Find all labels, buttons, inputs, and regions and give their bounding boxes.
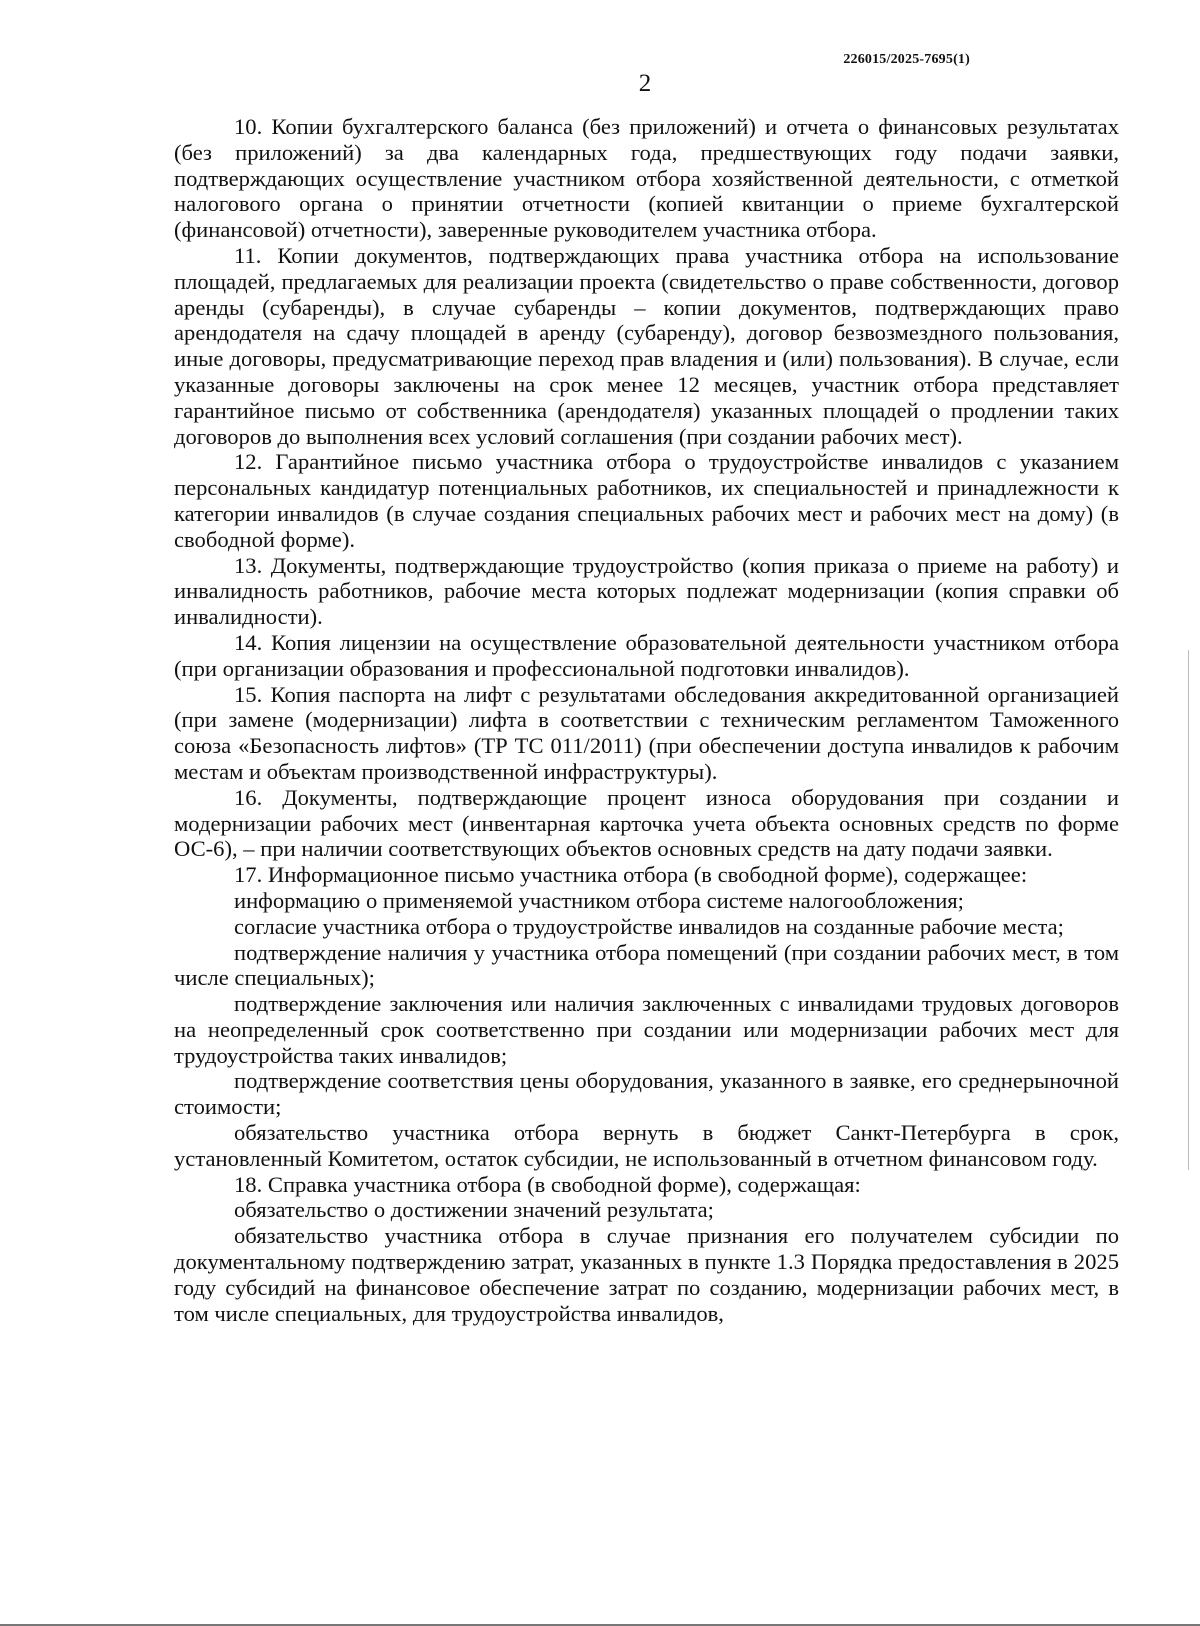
paragraph-18-item-obligation: обязательство участника отбора в случае признания его получателем субсидии по документальному подтверждению затрат, указанных в пункте 1.3 Порядка предоставления в 2025 году субсидий на финансовое обеспечение затрат по созданию, модернизации рабочих мест, в том числе специальных, для трудоустройства инвалидов, xyxy=(174,1223,1119,1326)
paragraph-15: 15. Копия паспорта на лифт с результатами обследования аккредитованной организацией (при замене (модернизации) лифта в соответствии с техническим регламентом Таможенного союза «Безопасность лифтов» (ТР ТС 011/2011) (при обеспечении доступа инвалидов к рабочим местам и объектам производственной инфраструктуры). xyxy=(174,681,1119,784)
paragraph-18-item-results: обязательство о достижении значений результата; xyxy=(234,1197,714,1223)
paragraph-17-item-price: подтверждение соответствия цены оборудования, указанного в заявке, его среднерыночной стоимости; xyxy=(174,1068,1119,1120)
paragraph-17-item-contracts: подтверждение заключения или наличия заключенных с инвалидами трудовых договоров на неопределенный срок соответственно при создании или модернизации рабочих мест для трудоустройства таких инвалидов; xyxy=(174,991,1119,1068)
page-number: 2 xyxy=(638,70,652,97)
paragraph-17: 17. Информационное письмо участника отбора (в свободной форме), содержащее: xyxy=(234,862,1028,888)
paragraph-10: 10. Копии бухгалтерского баланса (без приложений) и отчета о финансовых результатах (без приложений) за два календарных года, предшествующих году подачи заявки, подтверждающих осуществление участником отбора хозяйственной деятельности, с отметкой налогового органа о принятии отчетности (копией квитанции о приеме бухгалтерской (финансовой) отчетности), заверенные руководителем участника отбора. xyxy=(174,114,1119,243)
paragraph-17-item-return: обязательство участника отбора вернуть в бюджет Санкт-Петербурга в срок, установленный Комитетом, остаток субсидии, не использованный в отчетном финансовом году. xyxy=(174,1120,1119,1171)
paragraph-17-item-consent: согласие участника отбора о трудоустройстве инвалидов на созданные рабочие места; xyxy=(234,913,1064,939)
scan-edge-line xyxy=(1188,650,1189,1170)
document-body xyxy=(174,114,1119,1326)
document-registration-number: 226015/2025-7695(1) xyxy=(843,52,970,67)
paragraph-11: 11. Копии документов, подтверждающих права участника отбора на использование площадей, предлагаемых для реализации проекта (свидетельство о праве собственности, договор аренды (субаренды), в случае субаренды – копии документов, подтверждающих право арендодателя на сдачу площадей в аренду (субаренду), договор безвозмездного пользования, иные договоры, предусматривающие переход прав владения и (или) пользования). В случае, если указанные договоры заключены на срок менее 12 месяцев, участник отбора представляет гарантийное письмо от собственника (арендодателя) указанных площадей о продлении таких договоров до выполнения всех условий соглашения (при создании рабочих мест). xyxy=(174,242,1119,449)
paragraph-17-item-premises: подтверждение наличия у участника отбора помещений (при создании рабочих мест, в том числе специальных); xyxy=(174,939,1119,991)
paragraph-18: 18. Справка участника отбора (в свободной форме), содержащая: xyxy=(234,1171,861,1197)
paragraph-14: 14. Копия лицензии на осуществление образовательной деятельности участником отбора (при организации образования и профессиональной подготовки инвалидов). xyxy=(174,629,1119,681)
paragraph-17-item-tax-system: информацию о применяемой участником отбора системе налогообложения; xyxy=(234,887,964,913)
paragraph-12: 12. Гарантийное письмо участника отбора о трудоустройстве инвалидов с указанием персональных кандидатур потенциальных работников, их специальностей и принадлежности к категории инвалидов (в случае создания специальных рабочих мест и рабочих мест на дому) (в свободной форме). xyxy=(174,449,1119,552)
paragraph-16: 16. Документы, подтверждающие процент износа оборудования при создании и модернизации рабочих мест (инвентарная карточка учета объекта основных средств по форме ОС-6), – при наличии соответствующих объектов основных средств на дату подачи заявки. xyxy=(174,784,1119,862)
paragraph-13: 13. Документы, подтверждающие трудоустройство (копия приказа о приеме на работу) и инвалидность работников, рабочие места которых подлежат модернизации (копия справки об инвалидности). xyxy=(174,552,1119,630)
